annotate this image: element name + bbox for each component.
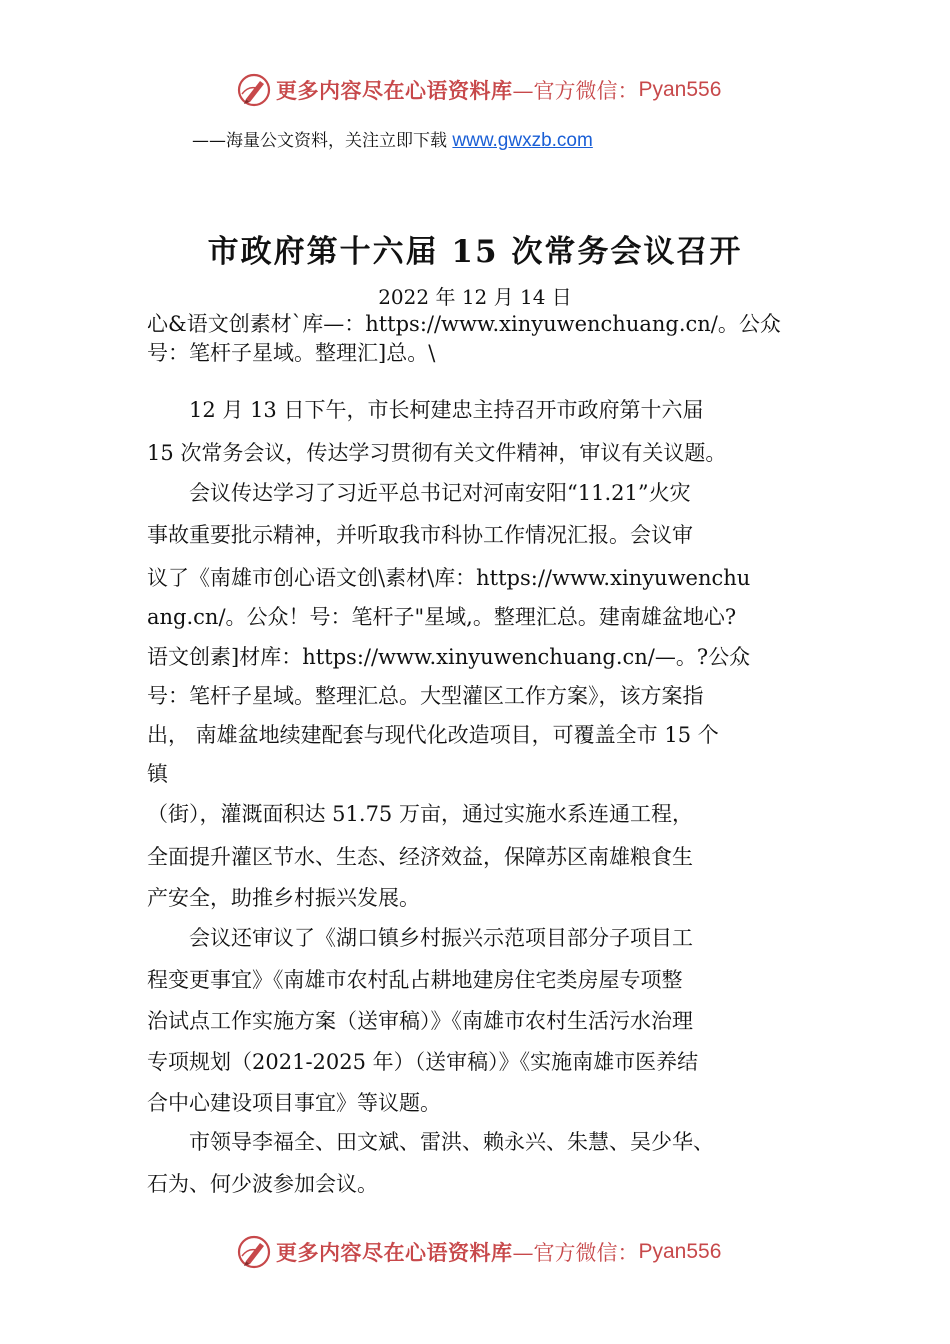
body-line: 心&语文创素材`库—：https://www.xinyuwenchuang.cn/。公众 <box>147 312 781 336</box>
body-line: 市领导李福全、田文斌、雷洪、赖永兴、朱慧、吴少华、 <box>147 1130 714 1154</box>
footer-wechat-id: Pyan556 <box>638 1240 722 1263</box>
body-line: 15 次常务会议，传达学习贯彻有关文件精神，审议有关议题。 <box>147 441 727 465</box>
body-line: 号：笔杆子星域。整理汇]总。\ <box>147 341 436 365</box>
body-line: 程变更事宜》《南雄市农村乱占耕地建房住宅类房屋专项整 <box>147 968 683 992</box>
document-date: 2022 年 12 月 14 日 <box>378 285 572 309</box>
body-line: 石为、何少波参加会议。 <box>147 1172 378 1196</box>
body-line: 治试点工作实施方案（送审稿）》《南雄市农村生活污水治理 <box>147 1009 693 1033</box>
body-line: 会议传达学习了习近平总书记对河南安阳“11.21”火灾 <box>147 481 691 505</box>
body-line: 产安全，助推乡村振兴发展。 <box>147 886 420 910</box>
body-line: 12 月 13 日下午，市长柯建忠主持召开市政府第十六届 <box>147 398 704 422</box>
body-line: 专项规划（2021-2025 年）（送审稿）》《实施南雄市医养结 <box>147 1050 699 1074</box>
body-line: 议了《南雄市创心语文创\素材\库：https://www.xinyuwenchu <box>147 566 751 590</box>
document-title: 市政府第十六届 15 次常务会议召开 <box>207 234 743 270</box>
header-banner <box>236 70 721 110</box>
body-line: 语文创素]材库：https://www.xinyuwenchuang.cn/—。?公众 <box>147 645 751 669</box>
download-link[interactable]: www.gwxzb.com <box>452 130 593 151</box>
header-brand-text: 更多内容尽在心语资料库 <box>276 78 513 103</box>
header-subline <box>192 126 593 152</box>
body-line: （街），灌溉面积达 51.75 万亩，通过实施水系连通工程， <box>147 802 693 826</box>
body-line: 全面提升灌区节水、生态、经济效益，保障苏区南雄粮食生 <box>147 845 693 869</box>
body-line: 出， 南雄盆地续建配套与现代化改造项目，可覆盖全市 15 个 <box>147 723 719 747</box>
body-line: 合中心建设项目事宜》等议题。 <box>147 1091 441 1115</box>
subline-text: ——海量公文资料，关注立即下载 <box>192 131 453 151</box>
footer-brand-text: 更多内容尽在心语资料库 <box>276 1240 513 1265</box>
header-wechat-id: Pyan556 <box>638 78 722 101</box>
body-line: 号：笔杆子星域。整理汇总。大型灌区工作方案》，该方案指 <box>147 684 704 708</box>
body-line: 事故重要批示精神，并听取我市科协工作情况汇报。会议审 <box>147 523 693 547</box>
body-line: 会议还审议了《湖口镇乡村振兴示范项目部分子项目工 <box>147 926 693 950</box>
footer-wechat-label: —官方微信： <box>512 1241 639 1265</box>
pen-logo-icon <box>236 72 272 108</box>
pen-logo-icon <box>236 1234 272 1270</box>
body-line: ang.cn/。公众！号：笔杆子"星域,。整理汇总。建南雄盆地心? <box>147 605 737 629</box>
body-line: 镇 <box>147 762 168 786</box>
footer-banner <box>236 1232 721 1272</box>
header-wechat-label: —官方微信： <box>512 79 639 103</box>
